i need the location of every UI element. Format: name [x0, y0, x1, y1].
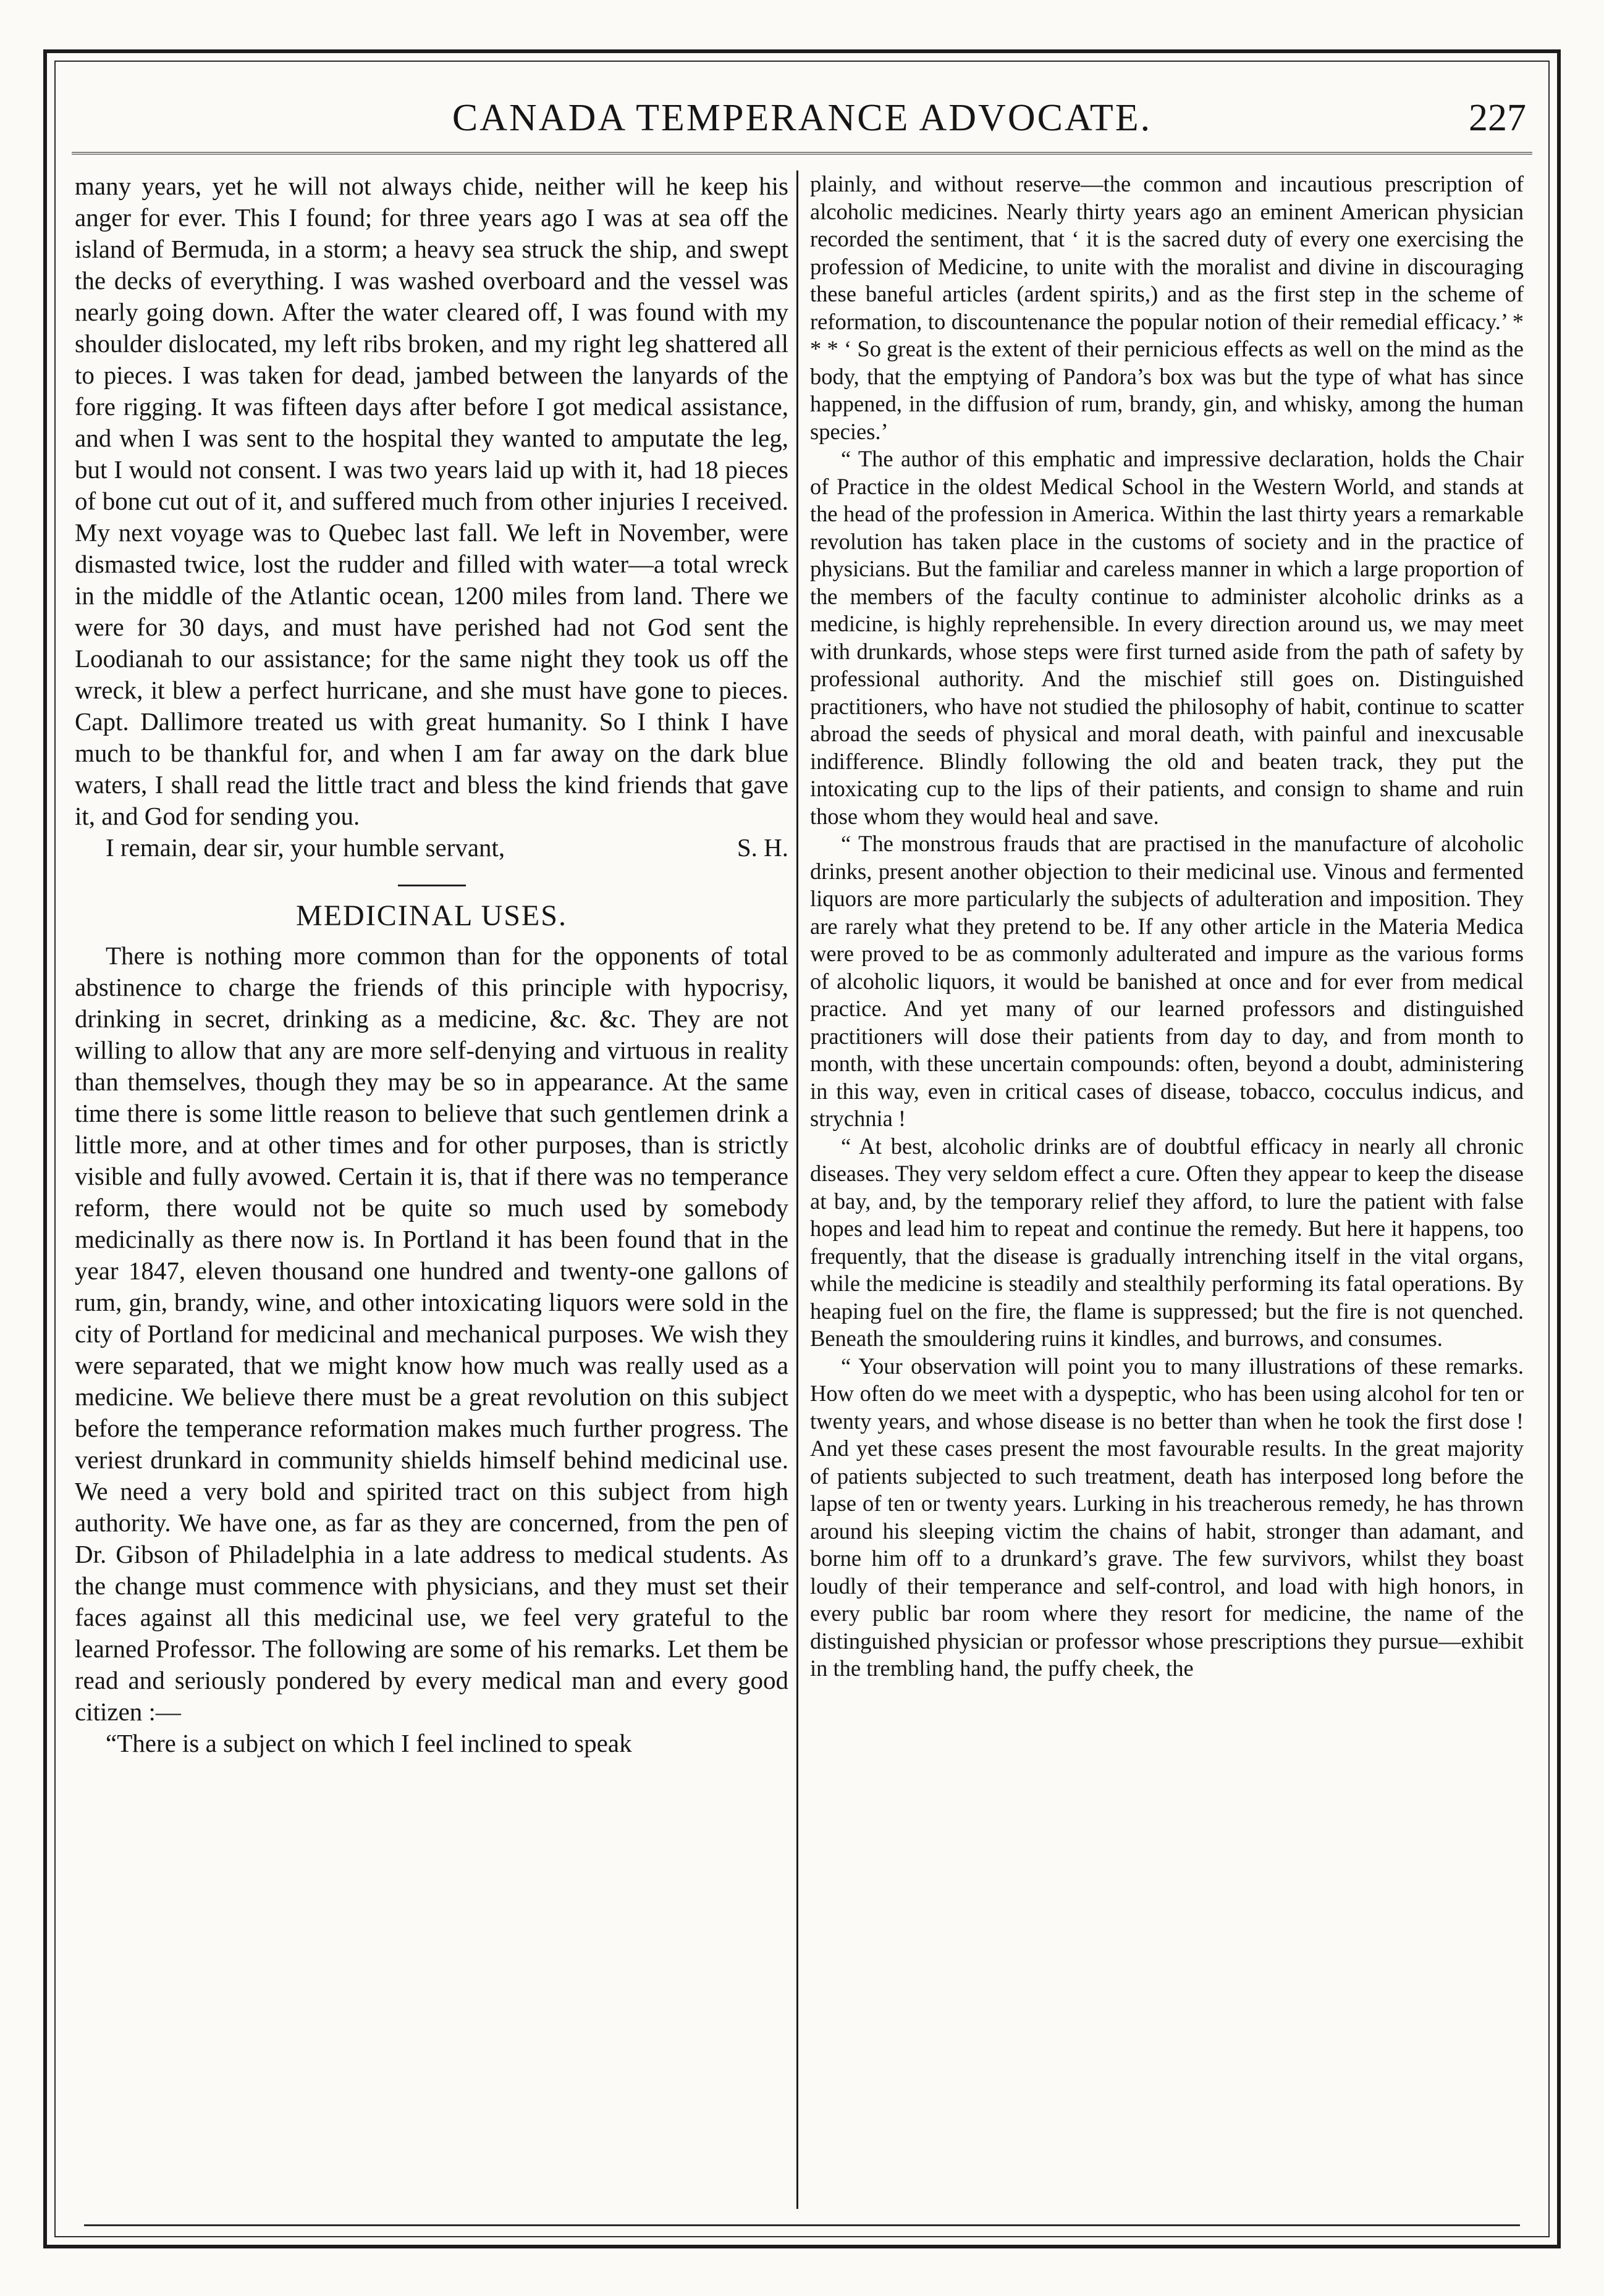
quote-paragraph-2: “ The author of this emphatic and impressive declaration, holds the Chair of Practice in the oldest Medical School in the Western World, and stands at the head of the profession in America. Within the last thirty years a remarkable revolution has taken place in the customs of society and in the practice of physicians. But the familiar and careless manner in which a large proportion of the members of the faculty continue to administer alcoholic drinks as a medicine, is highly reprehensible. In every direction around us, we may meet with drunkards, whose steps were first turned aside from the path of safety by professional authority. And the mischief still goes on. Distinguished practitioners, who have not studied the philosophy of habit, continue to scatter abroad the seeds of physical and moral death, with painful and inexcusable indifference. Blindly following the old and beaten track, they put the intoxicating cup to the lips of their patients, and consign to shame and ruin those whom they would heal and save.	[810, 446, 1524, 829]
quote-paragraph-3: “ The monstrous frauds that are practised in the manufacture of alcoholic drinks, present another objection to their medicinal use. Vinous and fermented liquors are more particularly the subjects of adulteration and imposition. They are rarely what they pretend to be. If any other article in the Materia Medica were proved to be as commonly adulterated and impure as the various forms of alcoholic liquors, it would be banished at once and for ever from medical practice. And yet many of our learned professors and distinguished practitioners will dose their patients from day to day, and from month to month, with these uncertain compounds: often, beyond a doubt, administering in this way, even in critical cases of disease, tobacco, cocculus indicus, and strychnia !	[810, 831, 1524, 1131]
page-title: CANADA TEMPERANCE ADVOCATE.	[452, 97, 1152, 139]
page-number: 227	[1469, 97, 1526, 139]
right-column	[810, 170, 1524, 2203]
quote-paragraph-1: plainly, and without reserve—the common and incautious prescription of alcoholic medicines. Nearly thirty years ago an eminent American physician recorded the sentiment, that ‘ it is the sacred duty of every one exercising the profession of Medicine, to unite with the moralist and divine in discouraging these baneful articles (ardent spirits,) and as the first step in the scheme of reformation, to discountenance the popular notion of their remedial efficacy.’ * * * ‘ So great is the extent of their pernicious effects as well on the mind as the body, that the emptying of Pandora’s box was but the type of what has since happened, in the diffusion of rum, brandy, gin, and whisky, among the human species.’	[810, 171, 1524, 444]
quote-paragraph-5: “ Your observation will point you to many illustrations of these remarks. How often do we meet with a dyspeptic, who has been using alcohol for ten or twenty years, and whose disease is no better than when he took the first dose ! And yet these cases present the most favourable results. In the great majority of patients subjected to such treatment, death has interposed long before the lapse of ten or twenty years. Lurking in his treacherous remedy, he has thrown around his sleeping victim the chains of habit, stronger than adamant, and borne him off to a drunkard’s grave. The few survivors, whilst they boast loudly of their temperance and self-control, and load with high honors, in every public bar room where they resort for medicine, the name of the distinguished physician or professor whose prescriptions they pursue—exhibit in the trembling hand, the puffy cheek, the	[810, 1353, 1524, 1681]
letter-paragraph: many years, yet he will not always chide, neither will he keep his anger for ever. This I found; for three years ago I was at sea off the island of Bermuda, in a storm; a heavy sea struck the ship, and swept the decks of everything. I was washed overboard and the vessel was nearly going down. After the water cleared off, I was found with my shoulder dislocated, my left ribs broken, and my right leg shattered all to pieces. I was taken for dead, jambed between the lanyards of the fore rigging. It was fifteen days after before I got medical assistance, and when I was sent to the hospital they wanted to amputate the leg, but I would not consent. I was two years laid up with it, had 18 pieces of bone cut out of it, and suffered much from other injuries I received. My next voyage was to Quebec last fall. We left in November, were dismasted twice, lost the rudder and filled with water—a total wreck in the middle of the Atlantic ocean, 1200 miles from land. There we were for 30 days, and must have perished had not God sent the Loodianah to our assistance; for the same night they took us off the wreck, it blew a perfect hurricane, and she must have gone to pieces. Capt. Dallimore treated us with great humanity. So I think I have much to be thankful for, and when I am far away on the dark blue waters, I shall read the little tract and bless the kind friends that gave it, and God for sending you.	[75, 172, 788, 830]
closing-text: I remain, dear sir, your humble servant,	[106, 833, 505, 862]
section-title: MEDICINAL USES.	[296, 899, 567, 932]
quote-start-paragraph: “There is a subject on which I feel inclined to speak	[106, 1729, 632, 1757]
column-divider	[796, 170, 798, 2209]
newspaper-page	[43, 49, 1561, 2248]
section-divider	[398, 885, 466, 886]
page-header	[72, 78, 1532, 154]
letter-closing	[75, 832, 788, 864]
medicinal-paragraph: There is nothing more common than for the opponents of total abstinence to charge the friends of this principle with hypocrisy, drinking in secret, drinking as a medicine, &c. &c. They are not willing to allow that any are more self-denying and virtuous in reality than themselves, though they may be so in appearance. At the same time there is some little reason to believe that such gentlemen drink a little more, and at other times and for other purposes, than is strictly visible and fully avowed. Certain it is, that if there was no temperance reform, there would not be quite so much used by somebody medicinally as there now is. In Portland it has been found that in the year 1847, eleven thousand one hundred and twenty-one gallons of rum, gin, brandy, wine, and other intoxicating liquors were sold in the city of Portland for medicinal and mechanical purposes. We wish they were separated, that we might know how much was really used as a medicine. We believe there must be a great revolution on this subject before the temperance reformation makes much further progress. The veriest drunkard in community shields himself behind medicinal use. We need a very bold and spirited tract on this subject from high authority. We have one, as far as they are concerned, from the pen of Dr. Gibson of Philadelphia in a late address to medical students. As the change must commence with physicians, and they must set their faces against all this medicinal use, we feel very grateful to the learned Professor. The following are some of his remarks. Let them be read and seriously pondered by every medical man and every good citizen :—	[75, 941, 788, 1726]
left-column	[75, 170, 788, 2203]
quote-paragraph-4: “ At best, alcoholic drinks are of doubtful efficacy in nearly all chronic diseases. They very seldom effect a cure. Often they appear to keep the disease at bay, and, by the temporary relief they afford, to lure the patient with false hopes and lead him to repeat and continue the remedy. But here it happens, too frequently, that the disease is gradually intrenching itself in the vital organs, while the medicine is steadily and stealthily performing its fatal operations. By heaping fuel on the fire, the flame is suppressed; but the fire is not quenched. Beneath the smouldering ruins it kindles, and burrows, and consumes.	[810, 1133, 1524, 1351]
bottom-rule	[84, 2224, 1520, 2226]
signature: S. H.	[737, 833, 788, 862]
